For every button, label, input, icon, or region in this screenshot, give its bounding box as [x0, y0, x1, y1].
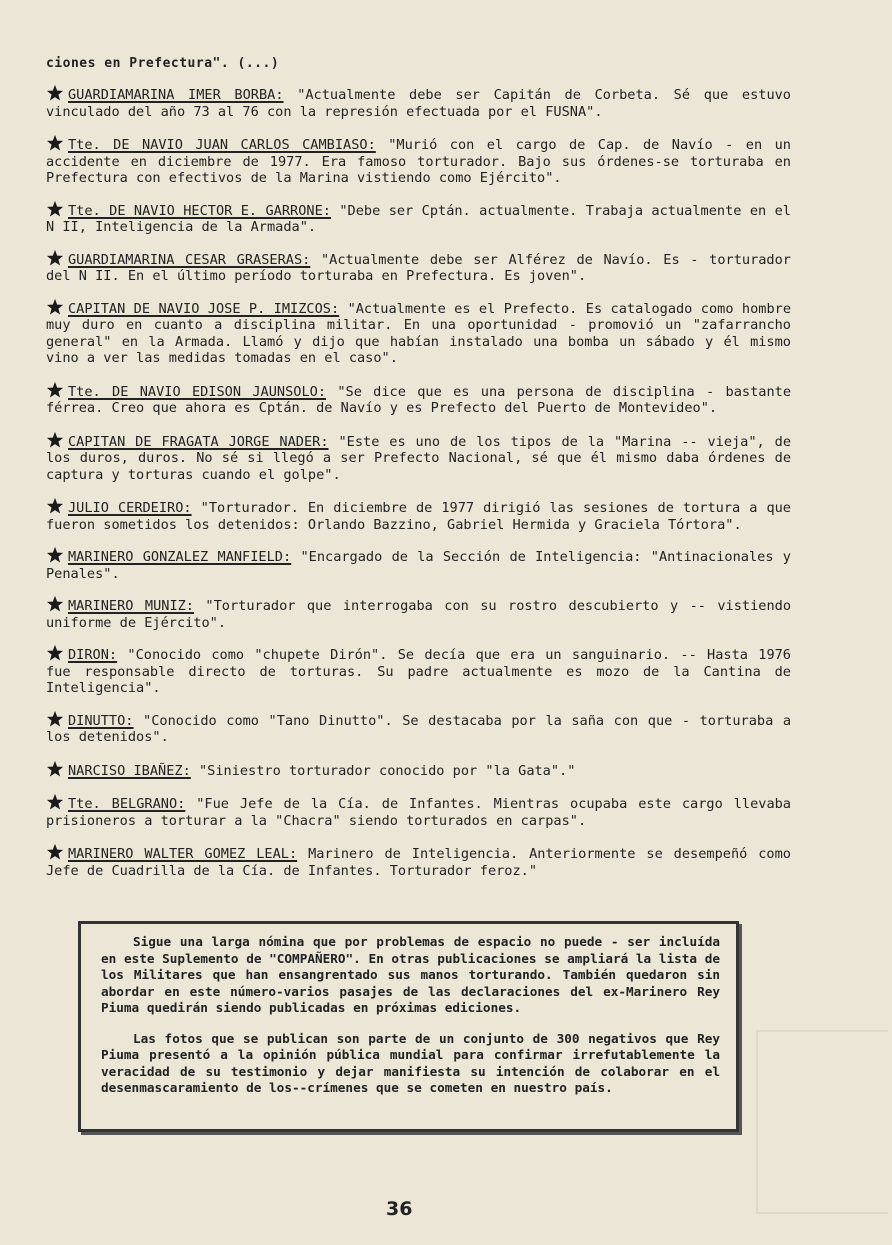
list-item: [46, 546, 791, 582]
list-item: [46, 134, 791, 187]
entry-text: "Actualmente debe ser Capitán de Corbeta. Sé que estuvo vinculado del año 73 al 76 con la represión efectuada por el FUSNA".: [46, 87, 791, 120]
entry-text: "Actualmente debe ser Alférez de Navío. Es - torturador del N II. En el último período torturaba en Prefectura. Es joven".: [46, 251, 791, 284]
entry-text: "Se dice que es una persona de disciplina - bastante férrea. Creo que ahora es Cptán. de Navío y es Prefecto del Puerto de Montevideo".: [46, 383, 791, 416]
list-item: [46, 793, 791, 829]
entry-text: "Conocido como "chupete Dirón". Se decía que era un sanguinario. -- Hasta 1976 fue responsable directo de torturas. Su padre actualmente es mozo de la Cantina de Inteligencia".: [46, 647, 791, 696]
star-icon: [46, 595, 64, 613]
entry-name: Tte. BELGRANO:: [68, 796, 186, 812]
entry-text: "Conocido como "Tano Dinutto". Se destacaba por la saña con que - torturaba a los detenidos".: [46, 712, 791, 745]
star-icon: [46, 497, 64, 515]
entry-text: "Fue Jefe de la Cía. de Infantes. Mientras ocupaba este cargo llevaba prisioneros a torturar a la "Chacra" siendo torturados en carpas".: [46, 796, 791, 829]
entry-name: Tte. DE NAVIO JUAN CARLOS CAMBIASO:: [68, 137, 376, 153]
entry-name: Tte. DE NAVIO EDISON JAUNSOLO:: [68, 383, 327, 400]
entry-text: "Debe ser Cptán. actualmente. Trabaja actualmente en el N II, Inteligencia de la Armada".: [46, 202, 791, 235]
entry-text: "Torturador que interrogaba con su rostro descubierto y -- vistiendo uniforme de Ejército".: [46, 598, 792, 631]
star-icon: [46, 760, 64, 778]
entry-text: "Este es uno de los tipos de la "Marina -- vieja", de los duros, duros. No sé si llegó a ser Prefecto Nacional, sé que él mismo daba órdenes de captura y torturas cuando el golpe".: [46, 433, 791, 483]
bleed-through-shadow: [756, 1030, 888, 1214]
entry-text: Marinero de Inteligencia. Anteriormente se desempeñó como Jefe de Cuadrilla de la Cía. de Infantes. Torturador feroz.": [46, 846, 791, 879]
list-item: [46, 84, 791, 120]
entry-name: GUARDIAMARINA IMER BORBA:: [68, 87, 284, 103]
star-icon: [46, 298, 64, 316]
star-icon: [46, 644, 64, 662]
entry-name: DINUTTO:: [68, 712, 134, 729]
star-icon: [46, 546, 64, 564]
entry-name: GUARDIAMARINA CESAR GRASERAS:: [68, 251, 311, 268]
list-item: [46, 200, 791, 236]
entry-name: JULIO CERDEIRO:: [68, 500, 192, 516]
header-continuation: ciones en Prefectura". (...): [46, 56, 280, 71]
entries-list: [46, 80, 791, 879]
page-number: 36: [386, 1198, 413, 1220]
star-icon: [46, 710, 64, 728]
list-item: [46, 298, 791, 367]
list-item: [46, 595, 791, 631]
list-item: [46, 249, 791, 285]
list-item: [46, 710, 791, 746]
list-item: [46, 760, 791, 780]
notice-paragraph: Sigue una larga nómina que por problemas de espacio no puede - ser incluída en este Suplemento de "COMPAÑERO". En otras publicaciones se ampliará la lista de los Militares que han ensangrentado sus manos torturando. También quedaron sin abordar en este número-varios pasajes de las declaraciones del ex-Marinero Rey Piuma quedirán siendo publicadas en próximas ediciones.: [101, 934, 720, 1015]
entry-name: CAPITAN DE FRAGATA JORGE NADER:: [68, 433, 329, 450]
list-item: [46, 381, 791, 417]
star-icon: [46, 84, 64, 102]
star-icon: [46, 134, 64, 152]
star-icon: [46, 431, 64, 449]
entry-name: CAPITAN DE NAVIO JOSE P. IMIZCOS:: [68, 300, 340, 317]
list-item: [46, 431, 791, 484]
star-icon: [46, 793, 64, 811]
entry-text: "Encargado de la Sección de Inteligencia: "Antinacionales y Penales".: [46, 549, 791, 582]
star-icon: [46, 249, 64, 267]
entry-text: "Siniestro torturador conocido por "la Gata".": [198, 762, 576, 779]
entry-name: MARINERO GONZALEZ MANFIELD:: [68, 549, 292, 565]
star-icon: [46, 381, 64, 399]
entry-name: DIRON:: [68, 647, 118, 663]
list-item: [46, 644, 791, 697]
list-item: [46, 497, 791, 533]
entry-name: Tte. DE NAVIO HECTOR E. GARRONE:: [68, 202, 331, 219]
notice-box: [78, 921, 739, 1132]
list-item: [46, 843, 791, 879]
entry-text: "Torturador. En diciembre de 1977 dirigió las sesiones de tortura a que fueron sometidos los detenidos: Orlando Bazzino, Gabriel Hermida y Graciela Tórtora".: [46, 500, 791, 533]
entry-name: NARCISO IBAÑEZ:: [68, 762, 191, 779]
notice-paragraph: Las fotos que se publican son parte de un conjunto de 300 negativos que Rey Piuma presentó a la opinión pública mundial para confirmar irrefutablemente la veracidad de su testimonio y dejar manifiesta su intención de colaborar en el desenmascaramiento de los--crímenes que se cometen en nuestro país.: [101, 1030, 720, 1095]
entry-name: MARINERO MUNIZ:: [68, 598, 194, 614]
star-icon: [46, 843, 64, 861]
star-icon: [46, 200, 64, 218]
entry-name: MARINERO WALTER GOMEZ LEAL:: [68, 846, 298, 862]
entry-text: "Murió con el cargo de Cap. de Navío - en un accidente en diciembre de 1977. Era famoso torturador. Bajo sus órdenes-se torturaba en Prefectura con efectivos de la Marina vistiendo como Ejército".: [46, 137, 791, 186]
entry-text: "Actualmente es el Prefecto. Es catalogado como hombre muy duro en cuanto a disciplina militar. En una oportunidad - promovió un "zafarrancho general" en la Armada. Llamó y dijo que habían instalado una bomba un sábado y él mismo vino a ver las medidas tomadas en el caso".: [46, 300, 792, 366]
